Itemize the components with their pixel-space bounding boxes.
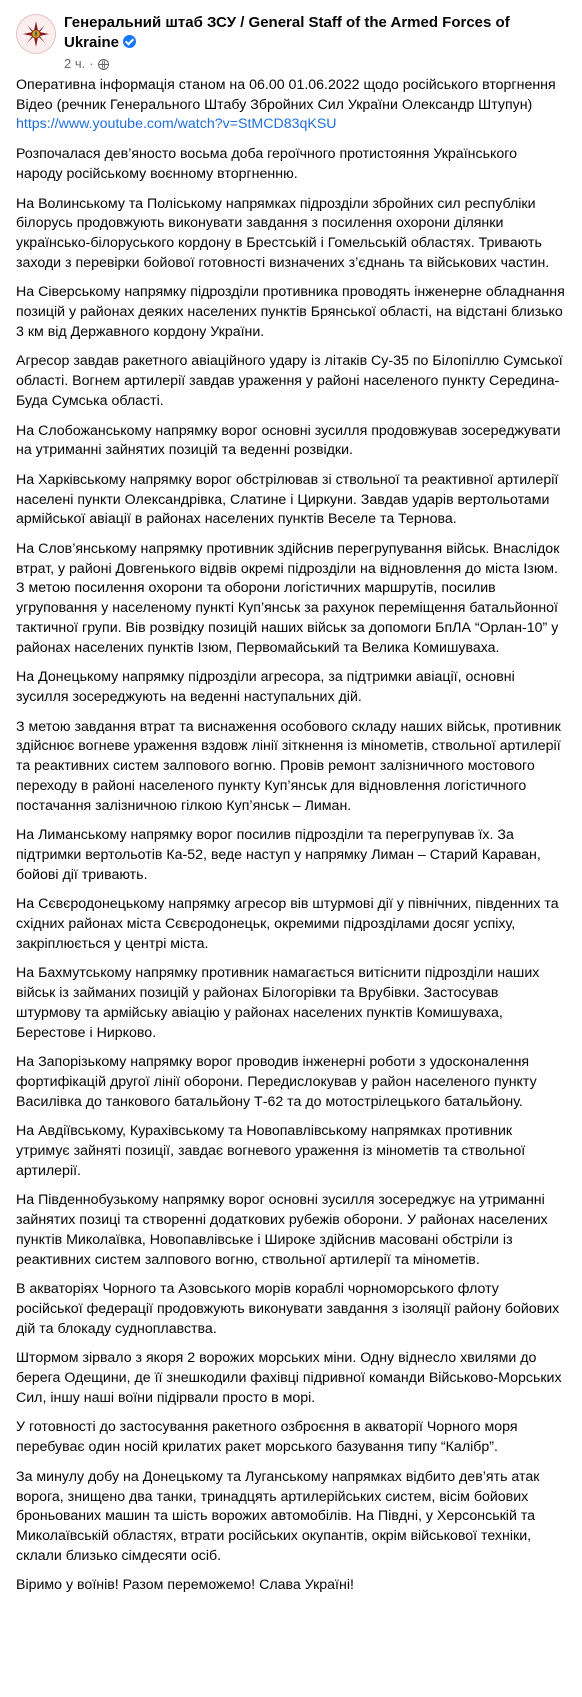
globe-icon[interactable] [98, 59, 109, 70]
paragraph-sloviansk: На Слов’янському напрямку противник здійснив перегрупування військ. Внаслідок втрат, у районі Довгенького відвів окремі підрозділи на відновлення до міста Ізюм. З метою посилення охорони та оборони логістичних маршрутів, посилив угруповання у населеному пункті Куп’янськ за рахунок переміщення батальйонної тактичної групи. Вів розвідку позицій наших військ за допомоги БпЛА “Орлан-10” у районах населених пунктів Ізюм, Первомайський та Велика Комишуваха. [16, 541, 560, 656]
page-name-link[interactable]: Генеральний штаб ЗСУ / General Staff of the Armed Forces of Ukraine [64, 14, 510, 51]
intro-line-video: Відео (речник Генерального Штабу Збройних Сил України Олександр Штупун) [16, 96, 533, 113]
paragraph-sumy-strike: Агресор завдав ракетного авіаційного удару із літаків Су-35 по Білопіллю Сумської області. Вогнем артилерії завдав ураження у районі населеного пункту Середина-Буда Сумська області. [16, 353, 563, 409]
paragraph-closing: Віримо у воїнів! Разом переможемо! Слава Україні! [16, 1577, 354, 1594]
paragraph-avdiivka: На Авдіївському, Курахівському та Новопавлівському напрямках противник утримує зайняті позиції, завдає вогневого ураження із мінометів та ствольної артилерії. [16, 1123, 526, 1179]
paragraph-daily-results: За минулу добу на Донецькому та Луганському напрямках відбито дев’ять атак ворога, знищено два танки, тринадцять артилерійських систем, вісім бойових броньованих машин та шість ворожих автомобілів. На Півдні, у Херсонській та Миколаївській областях, втрати російських окупантів, окрім військової техніки, склали близько сімдесяти осіб. [16, 1468, 540, 1564]
post-body [16, 76, 566, 1596]
intro-paragraph [16, 76, 566, 135]
paragraph-black-azov-seas: В акваторіях Чорного та Азовського морів кораблі чорноморського флоту російської федерації продовжують виконувати завдання з ізоляції району бойових дій та блокаду судноплавства. [16, 1281, 560, 1337]
meta-separator: · [89, 56, 94, 71]
verified-badge-icon [123, 35, 136, 48]
paragraph-day: Розпочалася дев’яносто восьма доба героїчного протистояння Українського народу російському воєнному вторгненню. [16, 146, 517, 182]
paragraph-donetsk: На Донецькому напрямку підрозділи агресора, за підтримки авіації, основні зусилля зосереджують на веденні наступальних дій. [16, 669, 515, 705]
paragraph-kalibr: У готовності до застосування ракетного озброєння в акваторії Чорного моря перебуває один носій крилатих ракет морського базування типу “Калібр”. [16, 1419, 518, 1456]
paragraph-sievierodonetsk: На Сєвєродонецькому напрямку агресор вів штурмові дії у північних, південних та східних районах міста Сєвєродонецьк, окремими підрозділами досяг успіху, закріплюється у центрі міста. [16, 896, 559, 952]
paragraph-losses-aim: З метою завдання втрат та виснаження особового складу наших військ, противник здійснює вогневе ураження вздовж лінії зіткнення із мінометів, ствольної артилерії та реактивних систем залпового вогню. Провів ремонт залізничного мостового переходу в районі населеного пункту Куп’янськ для відновлення логістичного постачання залізничною гілкою Куп’янськ – Лиман. [16, 718, 561, 814]
paragraph-zaporizhzhia: На Запорізькому напрямку ворог проводив інженерні роботи з удосконалення фортифікацій другої лінії оборони. Передислокував у район населеного пункту Василівка до танкового батальйону Т-62 та до мотострілецького батальйону. [16, 1054, 537, 1110]
post-timestamp[interactable]: 2 ч. [64, 56, 86, 71]
intro-line-title: Оперативна інформація станом на 06.00 01.06.2022 щодо російського вторгнення [16, 77, 556, 93]
paragraph-siversky: На Сіверському напрямку підрозділи противника проводять інженерне обладнання позицій у районах деяких населених пунктів Брянської області, на відстані близько 3 км від Державного кордону України. [16, 284, 565, 340]
paragraph-kharkiv: На Харківському напрямку ворог обстрілював зі ствольної та реактивної артилерії населені пункти Олександрівка, Слатине і Циркуни. Завдав ударів вертольотами армійської авіації в районах населених пунктів Веселе та Тернова. [16, 471, 559, 528]
post-header [16, 12, 566, 76]
page-avatar[interactable] [16, 14, 56, 54]
paragraph-lyman: На Лиманському напрямку ворог посилив підрозділи та перегрупував їх. За підтримки вертольотів Ка-52, веде наступ у напрямку Лиман – Старий Караван, бойові дії тривають. [16, 827, 541, 883]
paragraph-pivdennobuzky: На Південнобузькому напрямку ворог основні зусилля зосереджує на утриманні зайнятих позиці та створенні додаткових рубежів оборони. У районах населених пунктів Миколаївка, Новопавлівське і Широке здійснив масовані обстріли із реактивних систем залпового вогню, ствольної артилерії та мінометів. [16, 1192, 548, 1268]
header-text [64, 12, 566, 73]
paragraph-slobozhansky: На Слобожанському напрямку ворог основні зусилля продовжував зосереджувати на утриманні зайнятих позицій та веденні розвідки. [16, 422, 561, 459]
paragraph-bakhmut: На Бахмутському напрямку противник намагається витіснити підрозділи наших військ із займаних позицій у районах Білогорівки та Врубівки. Застосував штурмову та армійську авіацію у районах населених пунктів Комишуваха, Берестове і Нирково. [16, 965, 540, 1041]
armed-forces-emblem-icon [21, 19, 51, 49]
video-link[interactable]: https://www.youtube.com/watch?v=StMCD83qKSU [16, 116, 337, 133]
paragraph-volyn-polissia: На Волинському та Поліському напрямках підрозділи збройних сил республіки білорусь продовжують виконувати завдання з посилення охорони ділянки українсько-білоруського кордону в Брестській і Гомельській областях. Тривають заходи з перевірки бойової готовності визначених з’єднань та військових частин. [16, 195, 550, 271]
paragraph-sea-mines: Штормом зірвало з якоря 2 ворожих морських міни. Одну віднесло хвилями до берега Одещини, де її знешкодили фахівці підривної команди Військово-Морських Сил, іншу наші воїни підірвали просто в морі. [16, 1350, 562, 1406]
page-name-line [64, 13, 566, 53]
post-meta [64, 55, 566, 73]
